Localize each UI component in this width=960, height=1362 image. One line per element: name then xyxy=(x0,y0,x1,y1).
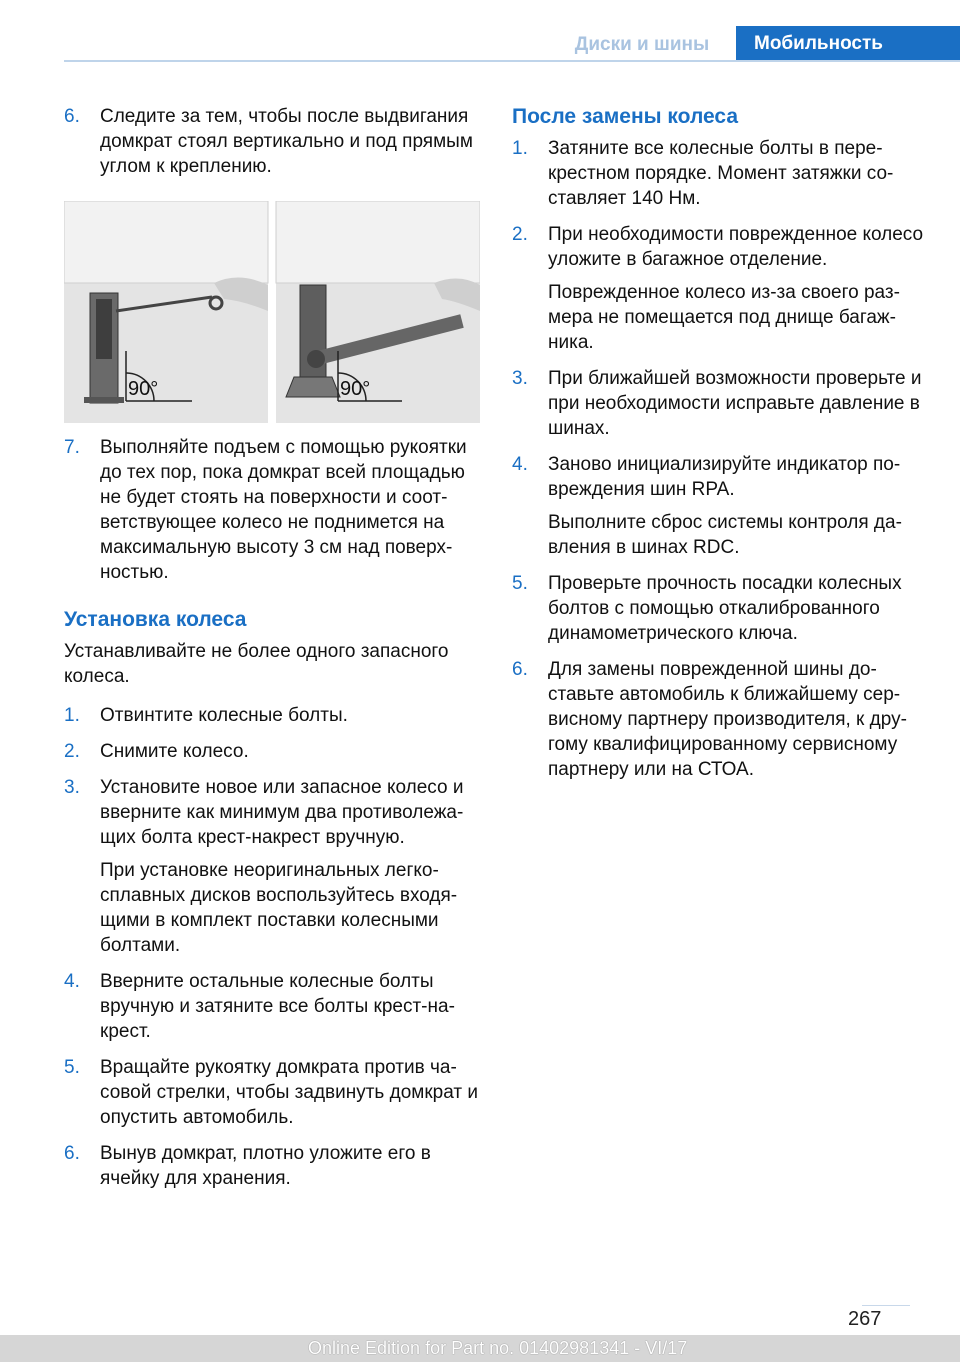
list-item xyxy=(512,657,930,782)
list-item xyxy=(64,1055,482,1130)
step-text: Заново инициализируйте индикатор повреждения шин RPA. xyxy=(548,454,901,500)
header-divider xyxy=(64,60,960,62)
list-item xyxy=(64,1141,482,1191)
step-number: 1. xyxy=(512,138,528,159)
step-number: 6. xyxy=(512,659,528,680)
angle-label-left: 90° xyxy=(128,378,159,400)
step-number: 7. xyxy=(64,437,80,458)
list-item xyxy=(512,366,930,441)
list-item xyxy=(512,571,930,646)
step-note: Поврежденное колесо из-за своего размера не помещается под днище багажника. xyxy=(548,282,900,353)
step-number: 3. xyxy=(64,777,80,798)
step-note: При установке неоригинальных легкосплавных дисков воспользуйтесь входящими в комплект поставки колесными болтами. xyxy=(100,860,458,956)
step-number: 4. xyxy=(512,454,528,475)
step-number: 4. xyxy=(64,971,80,992)
step-text: Для замены поврежденной шины доставьте автомобиль к ближайшему сервисному партнеру производителя, к другому квалифицированному сервисному партнеру или на СТОА. xyxy=(548,659,907,780)
step-text: Снимите колесо. xyxy=(100,741,249,762)
step-note: Выполните сброс системы контроля давления в шинах RDC. xyxy=(548,512,902,558)
list-item xyxy=(64,969,482,1044)
step-number: 5. xyxy=(512,573,528,594)
step-number: 3. xyxy=(512,368,528,389)
list-item xyxy=(64,775,482,958)
page-number-rule xyxy=(862,1305,910,1306)
step-number: 1. xyxy=(64,705,80,726)
section-heading: Установка колеса xyxy=(64,608,247,631)
step-number: 2. xyxy=(512,224,528,245)
step-number: 6. xyxy=(64,1143,80,1164)
step-text: Отвинтите колесные болты. xyxy=(100,705,348,726)
header-section-tab[interactable]: Диски и шины xyxy=(574,34,710,55)
left-column xyxy=(64,104,482,1202)
list-item xyxy=(64,739,482,764)
list-item xyxy=(512,452,930,560)
right-column xyxy=(512,104,930,793)
angle-label-right: 90° xyxy=(340,378,371,400)
step-text: При необходимости поврежденное колесо уложите в багажное отделение. xyxy=(548,224,924,270)
step-number: 2. xyxy=(64,741,80,762)
step-text: Вращайте рукоятку домкрата против часовой стрелки, чтобы задвинуть домкрат и опустить автомобиль. xyxy=(100,1057,478,1128)
step-text: Затяните все колесные болты в перекрестном порядке. Момент затяжки составляет 140 Нм. xyxy=(548,138,894,209)
step-text: Установите новое или запасное колесо и вверните как минимум два противолежащих болта крест-накрест вручную. xyxy=(100,777,464,848)
step-text: Следите за тем, чтобы после выдвигания домкрат стоял вертикально и под прямым углом к креплению. xyxy=(100,106,473,177)
step-text: Проверьте прочность посадки колесных болтов с помощью откалиброванного динамометрического ключа. xyxy=(548,573,902,644)
page-number: 267 xyxy=(848,1308,882,1330)
step-text: Вынув домкрат, плотно уложите его в ячейку для хранения. xyxy=(100,1143,431,1189)
list-item xyxy=(64,104,482,179)
list-item xyxy=(512,136,930,211)
step-number: 5. xyxy=(64,1057,80,1078)
section-heading: После замены колеса xyxy=(512,105,739,128)
step-number: 6. xyxy=(64,106,80,127)
step-text: При ближайшей возможности проверьте и при необходимости исправьте давление в шинах. xyxy=(548,368,922,439)
step-text: Выполняйте подъем с помощью рукоятки до тех пор, пока домкрат всей площадью не будет стоять на поверхности и соответствующее колесо не поднимется на максимальную высоту 3 см над поверхностью. xyxy=(100,437,467,583)
header-chapter-tab[interactable]: Мобильность xyxy=(736,26,960,62)
step-text: Вверните остальные колесные болты вручную и затяните все болты крест-накрест. xyxy=(100,971,455,1042)
list-item xyxy=(512,222,930,355)
section-intro: Устанавливайте не более одного запасного колеса. xyxy=(64,641,449,687)
edition-text: Online Edition for Part no. 01402981341 - VI/17 xyxy=(308,1338,688,1358)
list-item xyxy=(64,703,482,728)
jack-illustration xyxy=(64,201,480,423)
list-item xyxy=(64,435,482,585)
